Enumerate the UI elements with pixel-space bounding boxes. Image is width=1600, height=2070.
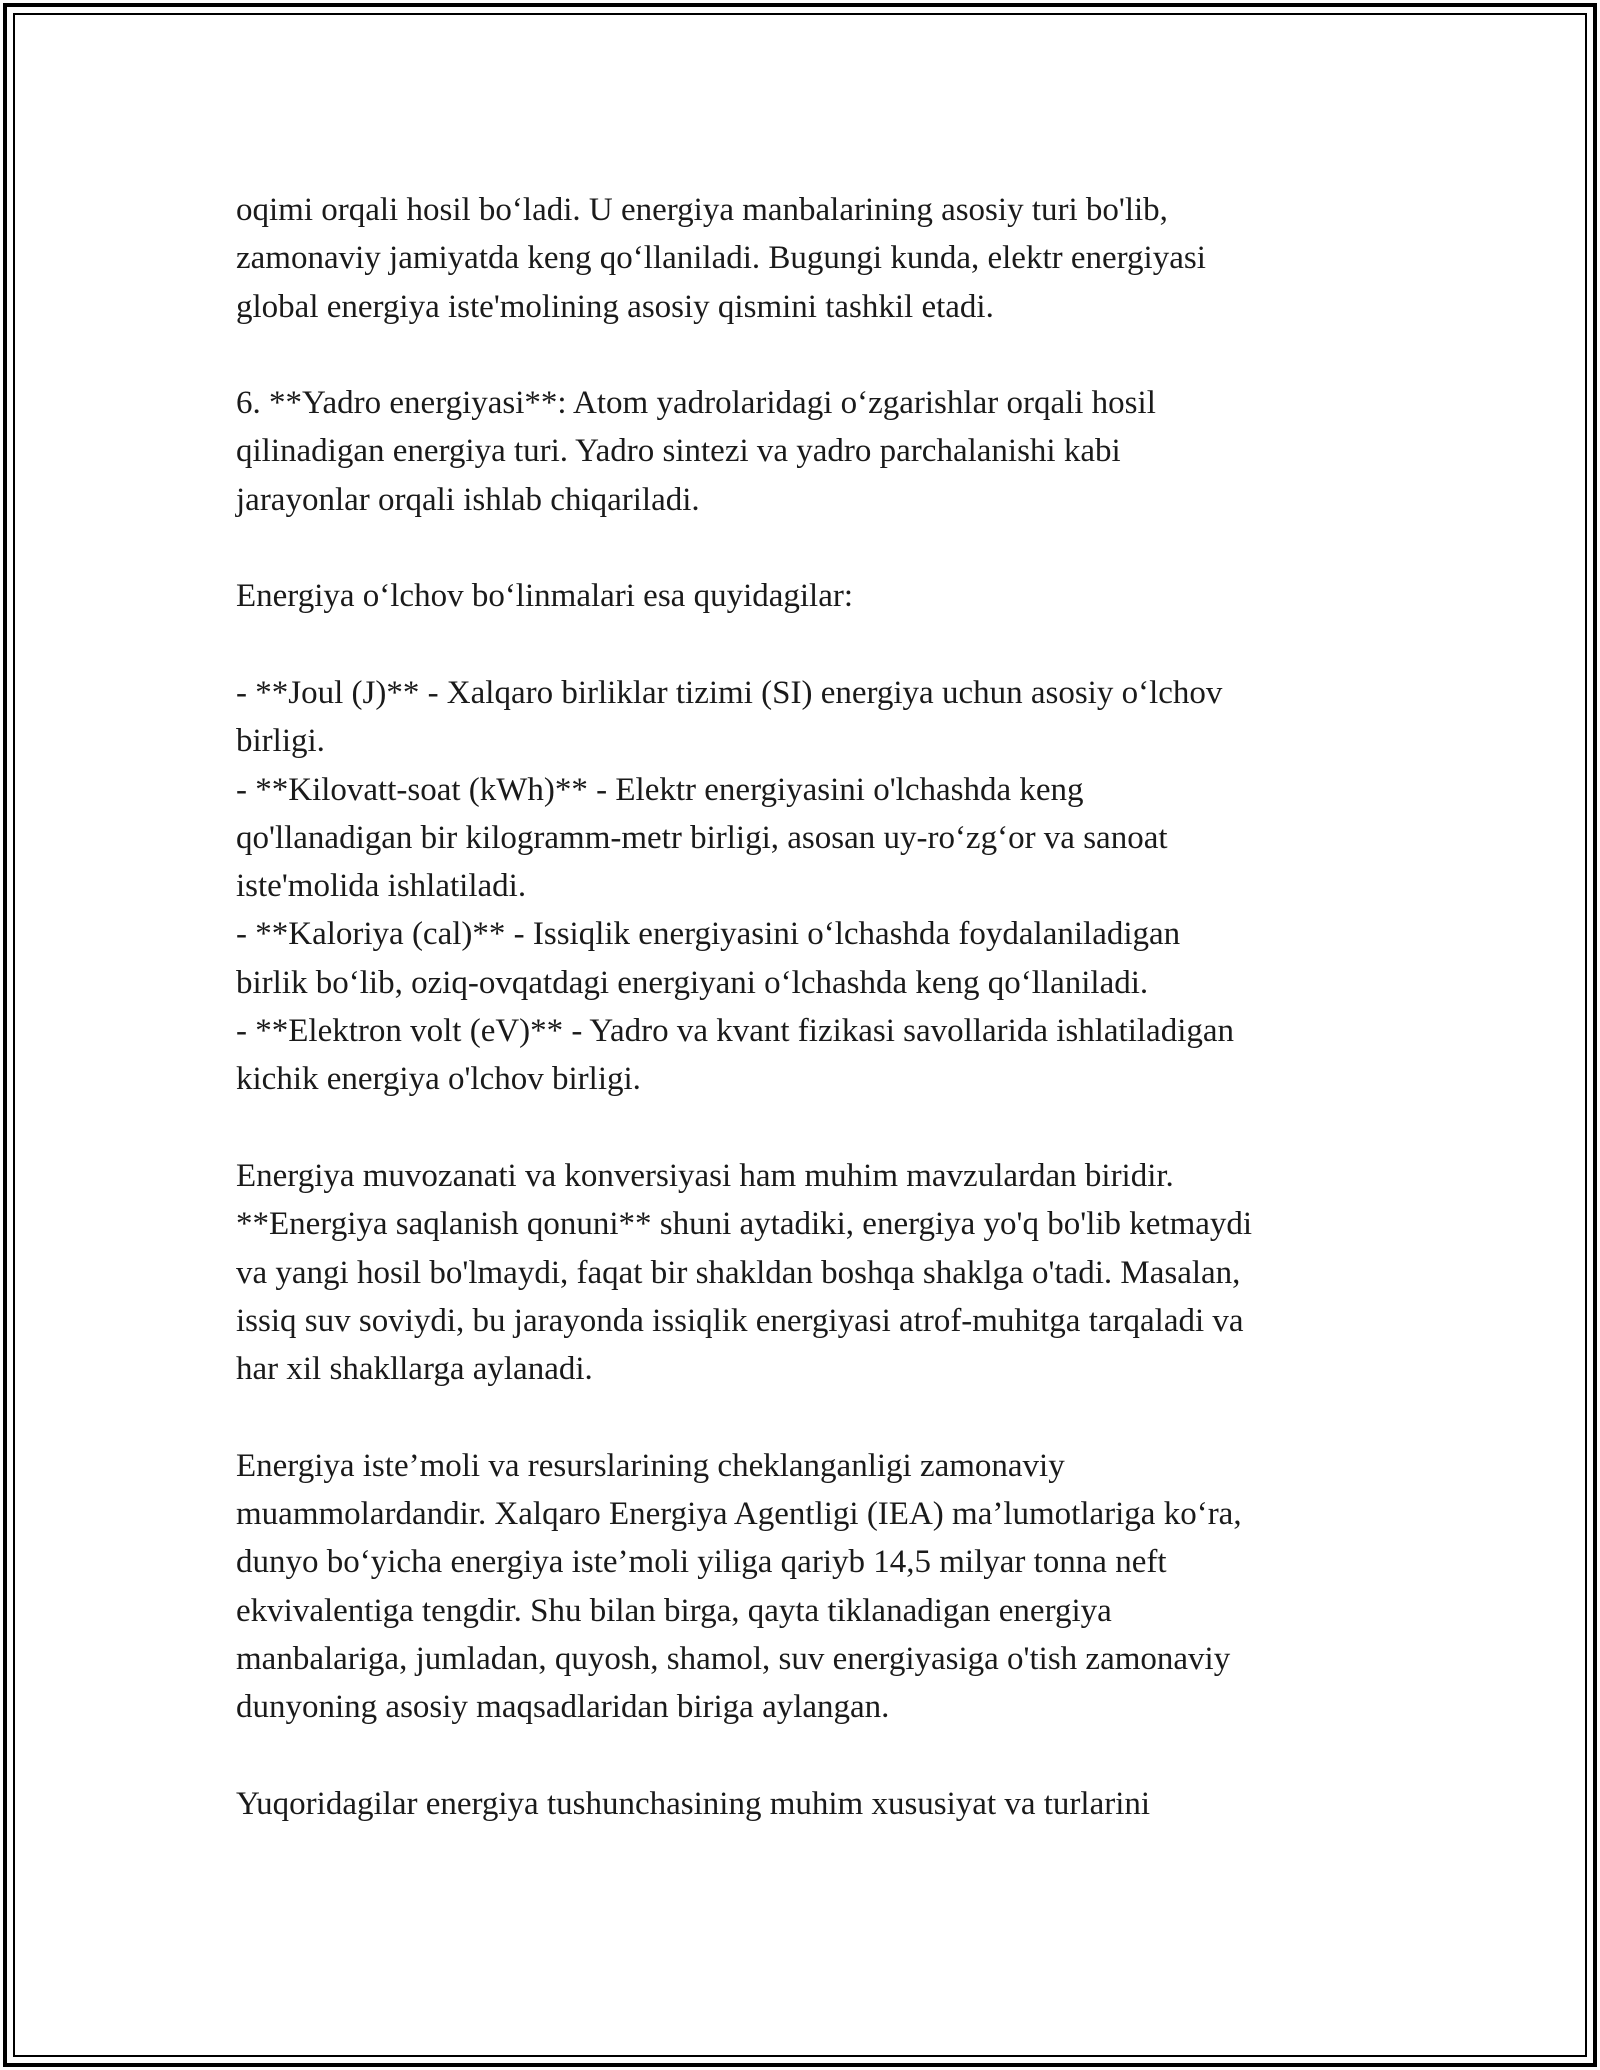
document-body <box>236 186 1386 1876</box>
text-line: va yangi hosil bo'lmaydi, faqat bir shakldan boshqa shaklga o'tadi. Masalan, <box>236 1254 1241 1291</box>
text-line: 6. **Yadro energiyasi**: Atom yadrolaridagi o‘zgarishlar orqali hosil <box>236 385 1156 422</box>
text-line: issiq suv soviydi, bu jarayonda issiqlik energiyasi atrof-muhitga tarqaladi va <box>236 1302 1244 1339</box>
text-line: manbalariga, jumladan, quyosh, shamol, suv energiyasiga o'tish zamonaviy <box>236 1640 1231 1677</box>
text-line: ekvivalentiga tengdir. Shu bilan birga, qayta tiklanadigan energiya <box>236 1592 1112 1629</box>
list-item-line: qo'llanadigan bir kilogramm-metr birligi, asosan uy-ro‘zg‘or va sanoat <box>236 819 1168 856</box>
text-line: Energiya o‘lchov bo‘linmalari esa quyidagilar: <box>236 578 854 615</box>
text-line: Energiya muvozanati va konversiyasi ham muhim mavzulardan biridir. <box>236 1157 1174 1194</box>
text-line: qilinadigan energiya turi. Yadro sintezi va yadro parchalanishi kabi <box>236 433 1121 470</box>
text-line: zamonaviy jamiyatda keng qo‘llaniladi. Bugungi kunda, elektr energiyasi <box>236 240 1206 277</box>
list-item-line: - **Elektron volt (eV)** - Yadro va kvant fizikasi savollarida ishlatiladigan <box>236 1013 1235 1050</box>
paragraph-summary <box>236 1780 1386 1828</box>
paragraph-units-intro <box>236 572 1386 620</box>
list-item-line: - **Kilovatt-soat (kWh)** - Elektr energiyasini o'lchashda keng <box>236 771 1084 808</box>
text-line: har xil shakllarga aylanadi. <box>236 1351 593 1388</box>
text-line: jarayonlar orqali ishlab chiqariladi. <box>236 481 700 518</box>
list-item-line: - **Joul (J)** - Xalqaro birliklar tizimi (SI) energiya uchun asosiy o‘lchov <box>236 674 1223 711</box>
units-list <box>236 669 1386 1104</box>
text-line: global energiya iste'molining asosiy qismini tashkil etadi. <box>236 288 994 325</box>
text-line: Energiya iste’moli va resurslarining cheklanganligi zamonaviy <box>236 1447 1065 1484</box>
text-line: dunyoning asosiy maqsadlaridan biriga aylangan. <box>236 1689 890 1726</box>
paragraph-nuclear-energy <box>236 379 1386 524</box>
text-line: oqimi orqali hosil bo‘ladi. U energiya manbalarining asosiy turi bo'lib, <box>236 192 1168 228</box>
list-item-line: birligi. <box>236 723 325 760</box>
list-item-line: kichik energiya o'lchov birligi. <box>236 1061 641 1098</box>
paragraph-energy-balance <box>236 1152 1386 1393</box>
list-item-line: - **Kaloriya (cal)** - Issiqlik energiyasini o‘lchashda foydalaniladigan <box>236 916 1181 953</box>
paragraph-electric-energy <box>236 186 1386 331</box>
text-line: Yuqoridagilar energiya tushunchasining muhim xususiyat va turlarini <box>236 1785 1151 1822</box>
list-item-line: iste'molida ishlatiladi. <box>236 868 527 905</box>
text-line: **Energiya saqlanish qonuni** shuni aytadiki, energiya yo'q bo'lib ketmaydi <box>236 1206 1253 1243</box>
text-line: dunyo bo‘yicha energiya iste’moli yiliga qariyb 14,5 milyar tonna neft <box>236 1544 1167 1581</box>
paragraph-energy-consumption <box>236 1442 1386 1732</box>
list-item-line: birlik bo‘lib, oziq-ovqatdagi energiyani o‘lchashda keng qo‘llaniladi. <box>236 964 1149 1001</box>
text-line: muammolardandir. Xalqaro Energiya Agentligi (IEA) ma’lumotlariga ko‘ra, <box>236 1496 1242 1533</box>
